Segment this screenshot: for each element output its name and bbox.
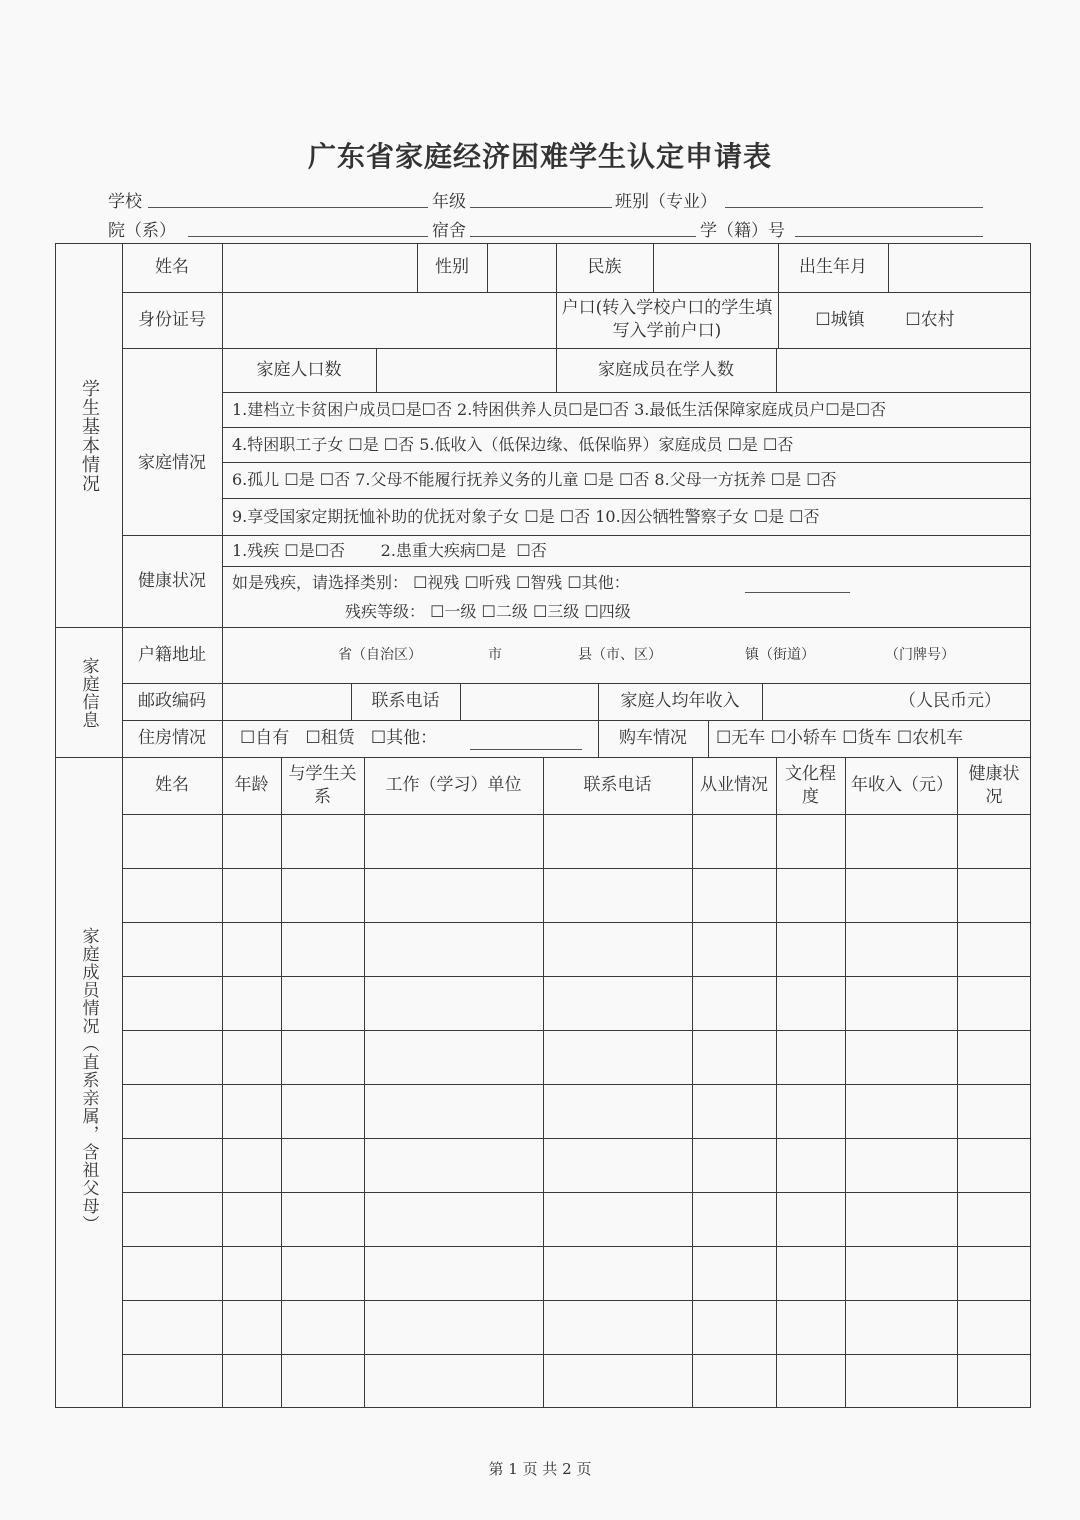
- member-cell[interactable]: [222, 868, 281, 922]
- member-cell[interactable]: [543, 814, 692, 868]
- member-cell[interactable]: [692, 1354, 776, 1408]
- gender-field[interactable]: [487, 243, 556, 292]
- member-cell[interactable]: [364, 1300, 543, 1354]
- member-cell[interactable]: [364, 1030, 543, 1084]
- member-cell[interactable]: [281, 922, 364, 976]
- health-line-1[interactable]: 1.残疾 ☐是☐否 2.患重大疾病☐是 ☐否: [232, 540, 547, 560]
- member-cell[interactable]: [692, 1030, 776, 1084]
- members-in-school-field[interactable]: [776, 348, 1031, 392]
- member-cell[interactable]: [222, 1138, 281, 1192]
- member-cell[interactable]: [222, 976, 281, 1030]
- dorm-input-line[interactable]: [470, 236, 696, 237]
- member-cell[interactable]: [957, 1138, 1031, 1192]
- member-cell[interactable]: [122, 1354, 222, 1408]
- member-cell[interactable]: [222, 1300, 281, 1354]
- section-family-members: 家庭成员情况（直系亲属，含祖父母）: [78, 927, 99, 1233]
- member-cell[interactable]: [281, 1246, 364, 1300]
- member-cell[interactable]: [957, 814, 1031, 868]
- member-cell[interactable]: [122, 1246, 222, 1300]
- member-cell[interactable]: [776, 1354, 845, 1408]
- member-cell[interactable]: [692, 1192, 776, 1246]
- member-cell[interactable]: [692, 976, 776, 1030]
- member-cell[interactable]: [222, 1354, 281, 1408]
- family-status-line-2[interactable]: 4.特困职工子女 ☐是 ☐否 5.低收入（低保边缘、低保临界）家庭成员 ☐是 ☐否: [232, 434, 794, 454]
- member-cell[interactable]: [543, 1354, 692, 1408]
- member-cell[interactable]: [122, 1138, 222, 1192]
- member-cell[interactable]: [776, 922, 845, 976]
- health-line-2[interactable]: 如是残疾，请选择类别： ☐视残 ☐听残 ☐智残 ☐其他：: [232, 573, 630, 593]
- member-cell[interactable]: [692, 868, 776, 922]
- health-line-3[interactable]: 残疾等级： ☐一级 ☐二级 ☐三级 ☐四级: [345, 602, 631, 622]
- member-cell[interactable]: [776, 1138, 845, 1192]
- ethnicity-field[interactable]: [653, 243, 778, 292]
- member-cell[interactable]: [122, 1300, 222, 1354]
- members-in-school-label: 家庭成员在学人数: [598, 359, 734, 380]
- car-options[interactable]: ☐无车 ☐小轿车 ☐货车 ☐农机车: [716, 728, 964, 749]
- member-cell[interactable]: [692, 922, 776, 976]
- member-cell[interactable]: [957, 1030, 1031, 1084]
- phone-label: 联系电话: [371, 691, 440, 712]
- postcode-label: 邮政编码: [138, 691, 206, 712]
- member-cell[interactable]: [776, 1084, 845, 1138]
- car-label: 购车情况: [619, 728, 687, 749]
- member-cell[interactable]: [364, 814, 543, 868]
- member-cell[interactable]: [543, 1192, 692, 1246]
- member-cell[interactable]: [543, 1300, 692, 1354]
- birth-label: 出生年月: [799, 257, 867, 278]
- health-status-label: 健康状况: [138, 570, 206, 591]
- member-cell[interactable]: [543, 1246, 692, 1300]
- member-cell[interactable]: [776, 976, 845, 1030]
- school-label: 学校: [108, 192, 142, 212]
- address-house-no[interactable]: （门牌号）: [885, 646, 955, 663]
- student-no-label: 学（籍）号: [700, 221, 785, 241]
- member-cell[interactable]: [281, 976, 364, 1030]
- member-cell[interactable]: [692, 1300, 776, 1354]
- form-title: 广东省家庭经济困难学生认定申请表: [307, 140, 772, 173]
- family-status-line-1[interactable]: 1.建档立卡贫困户成员☐是☐否 2.特困供养人员☐是☐否 3.最低生活保障家庭成员户☐是☐否: [232, 399, 887, 419]
- member-cell[interactable]: [845, 1354, 957, 1408]
- member-cell[interactable]: [122, 1084, 222, 1138]
- member-header-7: 年收入（元）: [851, 775, 953, 796]
- member-cell[interactable]: [222, 1246, 281, 1300]
- address-town[interactable]: 镇（街道）: [745, 646, 815, 663]
- member-cell[interactable]: [543, 976, 692, 1030]
- member-cell[interactable]: [281, 1084, 364, 1138]
- member-cell[interactable]: [957, 1246, 1031, 1300]
- member-cell[interactable]: [122, 868, 222, 922]
- school-input-line[interactable]: [148, 207, 428, 208]
- member-cell[interactable]: [364, 976, 543, 1030]
- member-cell[interactable]: [364, 1354, 543, 1408]
- member-cell[interactable]: [957, 1300, 1031, 1354]
- member-cell[interactable]: [776, 1192, 845, 1246]
- member-cell[interactable]: [281, 1030, 364, 1084]
- member-cell[interactable]: [845, 1084, 957, 1138]
- housing-options[interactable]: ☐自有 ☐租赁 ☐其他：: [240, 728, 438, 749]
- member-cell[interactable]: [692, 1138, 776, 1192]
- member-cell[interactable]: [364, 1246, 543, 1300]
- income-label: 家庭人均年收入: [620, 691, 740, 712]
- member-cell[interactable]: [364, 868, 543, 922]
- id-number-field[interactable]: [222, 292, 556, 348]
- member-cell[interactable]: [845, 868, 957, 922]
- member-header-0: 姓名: [155, 775, 189, 796]
- address-province[interactable]: 省（自治区）: [338, 646, 422, 663]
- member-cell[interactable]: [222, 1030, 281, 1084]
- member-cell[interactable]: [122, 1192, 222, 1246]
- member-cell[interactable]: [692, 1084, 776, 1138]
- faculty-label: 院（系）: [108, 221, 176, 241]
- member-cell[interactable]: [957, 976, 1031, 1030]
- grade-input-line[interactable]: [470, 207, 612, 208]
- postcode-field[interactable]: [222, 683, 351, 720]
- member-cell[interactable]: [122, 814, 222, 868]
- member-cell[interactable]: [845, 1138, 957, 1192]
- member-cell[interactable]: [364, 922, 543, 976]
- section-student-basic: 学生基本情况: [79, 379, 100, 493]
- member-cell[interactable]: [845, 976, 957, 1030]
- ethnicity-label: 民族: [587, 257, 622, 278]
- family-status-line-3[interactable]: 6.孤儿 ☐是 ☐否 7.父母不能履行抚养义务的儿童 ☐是 ☐否 8.父母一方抚养 ☐是 ☐否: [232, 470, 837, 490]
- member-cell[interactable]: [222, 1192, 281, 1246]
- section-family-info: 家庭信息: [78, 656, 99, 729]
- member-cell[interactable]: [776, 1030, 845, 1084]
- family-status-line-4[interactable]: 9.享受国家定期抚恤补助的优抚对象子女 ☐是 ☐否 10.因公牺牲警察子女 ☐是 ☐否: [232, 506, 820, 526]
- family-status-label: 家庭情况: [138, 453, 206, 474]
- member-cell[interactable]: [364, 1138, 543, 1192]
- member-cell[interactable]: [692, 814, 776, 868]
- member-header-4: 联系电话: [583, 775, 652, 796]
- family-size-field[interactable]: [376, 348, 556, 392]
- member-cell[interactable]: [692, 1246, 776, 1300]
- member-cell[interactable]: [845, 1246, 957, 1300]
- member-cell[interactable]: [776, 814, 845, 868]
- gender-label: 性别: [435, 257, 469, 278]
- member-cell[interactable]: [281, 1300, 364, 1354]
- hukou-urban-checkbox[interactable]: ☐城镇: [815, 309, 865, 330]
- grade-label: 年级: [432, 192, 466, 212]
- member-cell[interactable]: [543, 1030, 692, 1084]
- disability-other-line[interactable]: [745, 592, 850, 593]
- member-cell[interactable]: [122, 1030, 222, 1084]
- member-cell[interactable]: [222, 922, 281, 976]
- member-cell[interactable]: [281, 1138, 364, 1192]
- member-cell[interactable]: [122, 922, 222, 976]
- phone-field[interactable]: [460, 683, 598, 720]
- member-cell[interactable]: [281, 814, 364, 868]
- member-header-8: 健康状况: [968, 763, 1020, 807]
- dorm-label: 宿舍: [432, 221, 466, 241]
- member-cell[interactable]: [845, 1030, 957, 1084]
- class-input-line[interactable]: [725, 207, 983, 208]
- name-field[interactable]: [222, 243, 417, 292]
- housing-label: 住房情况: [138, 728, 206, 749]
- member-cell[interactable]: [281, 868, 364, 922]
- member-cell[interactable]: [122, 976, 222, 1030]
- member-cell[interactable]: [845, 922, 957, 976]
- member-cell[interactable]: [543, 1084, 692, 1138]
- class-label: 班别（专业）: [615, 192, 717, 212]
- member-cell[interactable]: [281, 1354, 364, 1408]
- member-cell[interactable]: [957, 1084, 1031, 1138]
- member-cell[interactable]: [543, 868, 692, 922]
- member-cell[interactable]: [281, 1192, 364, 1246]
- member-header-1: 年龄: [234, 775, 269, 796]
- member-header-6: 文化程度: [785, 763, 836, 807]
- member-cell[interactable]: [364, 1084, 543, 1138]
- member-header-2: 与学生关系: [288, 763, 357, 807]
- member-cell[interactable]: [845, 1300, 957, 1354]
- address-county[interactable]: 县（市、区）: [578, 646, 662, 663]
- name-label: 姓名: [155, 257, 189, 278]
- member-cell[interactable]: [543, 922, 692, 976]
- hukou-label: 户口(转入学校户口的学生填写入学前户口): [561, 298, 773, 341]
- member-cell[interactable]: [845, 814, 957, 868]
- faculty-input-line[interactable]: [188, 236, 428, 237]
- hukou-rural-checkbox[interactable]: ☐农村: [905, 309, 955, 330]
- member-cell[interactable]: [957, 1354, 1031, 1408]
- member-cell[interactable]: [364, 1192, 543, 1246]
- birth-field[interactable]: [888, 243, 1031, 292]
- page-footer: 第 1 页 共 2 页: [488, 1460, 592, 1478]
- member-header-3: 工作（学习）单位: [385, 775, 522, 796]
- member-cell[interactable]: [776, 1300, 845, 1354]
- member-cell[interactable]: [776, 1246, 845, 1300]
- address-city[interactable]: 市: [488, 646, 502, 663]
- member-cell[interactable]: [222, 814, 281, 868]
- income-unit[interactable]: （人民币元）: [899, 691, 1001, 712]
- member-header-5: 从业情况: [700, 775, 768, 796]
- member-cell[interactable]: [222, 1084, 281, 1138]
- member-cell[interactable]: [957, 922, 1031, 976]
- member-cell[interactable]: [776, 868, 845, 922]
- address-label: 户籍地址: [138, 644, 206, 665]
- member-cell[interactable]: [543, 1138, 692, 1192]
- student-no-input-line[interactable]: [795, 236, 983, 237]
- member-cell[interactable]: [957, 868, 1031, 922]
- housing-other-line[interactable]: [470, 749, 582, 750]
- id-number-label: 身份证号: [138, 309, 206, 330]
- family-size-label: 家庭人口数: [256, 359, 342, 380]
- member-cell[interactable]: [957, 1192, 1031, 1246]
- member-cell[interactable]: [845, 1192, 957, 1246]
